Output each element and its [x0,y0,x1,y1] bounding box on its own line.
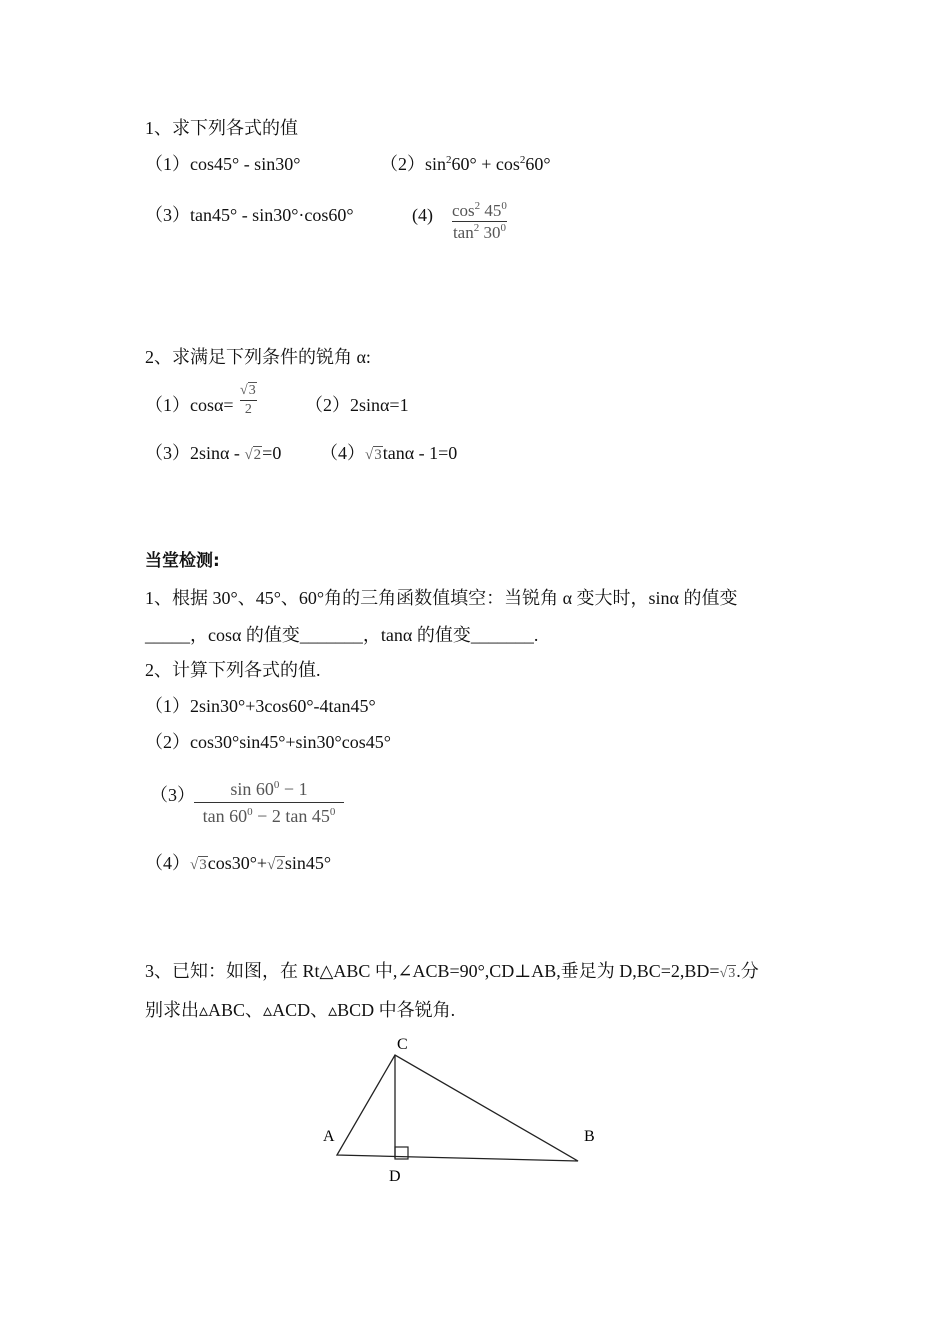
q2-p3-index: （3） [150,785,195,805]
q3-line1-post: .分 [736,961,759,981]
s1-p1-index: （1） [145,154,190,174]
s1-p3-expr: tan45° - sin30°·cos60° [190,205,354,225]
check-q3-line2: 别求出▵ABC、▵ACD、▵BCD 中各锐角. [145,1000,456,1020]
s1-p3-index: （3） [145,205,190,225]
label-c: C [397,1036,408,1053]
s1-p2-a: sin [425,154,447,174]
s2-p4-index: （4） [320,443,365,463]
q2-p1-expr: 2sin30°+3cos60°-4tan45° [190,696,376,716]
section1-title: 1、求下列各式的值 [145,118,298,138]
s2-p3-pre: 2sinα - [190,443,245,463]
label-b: B [584,1128,595,1145]
q3-line1-pre: 3、已知：如图，在 Rt△ABC 中,∠ACB=90°,CD⊥AB,垂足为 D,BC=2,BD= [145,961,720,981]
triangle-abc [337,1055,578,1161]
s2-p4-sqrt: √3 [365,447,382,463]
label-d: D [389,1168,401,1185]
check-title: 当堂检测: [145,551,220,571]
s2-p4-post: tanα - 1=0 [382,443,458,463]
q2-p1-index: （1） [145,696,190,716]
s2-p3-post: =0 [262,443,282,463]
s1-p4-index: (4) [412,205,433,225]
s2-p1-expr: cosα= [190,395,234,415]
q2-p2-expr: cos30°sin45°+sin30°cos45° [190,732,391,752]
s2-p3-sqrt: √2 [244,447,262,463]
q2-p4-index: （4） [145,853,190,873]
section2-title: 2、求满足下列条件的锐角 α: [145,347,371,367]
q2-p4-mid: cos30°+ [207,853,268,873]
s1-p4-numerator: $\cos^2 45^0$ [452,200,507,220]
s2-p3-index: （3） [145,443,190,463]
q2-p4-sqrt1: √3 [190,857,207,873]
s1-p2-c: 60° [525,154,551,174]
s1-p2-b-sup: 2 [519,154,526,166]
q2-p3-denominator: $\tan 60^0 - 2$ $\tan 45^0$ [202,806,336,826]
q2-p4-tail: sin45° [284,853,332,873]
s2-p1-denominator: 2 [244,402,252,417]
check-q2-title: 2、计算下列各式的值. [145,660,321,680]
s2-p2-index: （2） [305,395,350,415]
s1-p2-index: （2） [380,154,425,174]
check-q1-line2: _____，cosα 的值变_______，tanα 的值变_______. [145,625,539,645]
label-a: A [323,1128,335,1145]
q2-p2-index: （2） [145,732,190,752]
s1-p2-a-sup: 2 [446,154,452,166]
q3-sqrt: √3 [719,966,736,981]
s1-p1-expr: cos45° - sin30° [190,154,301,174]
s2-p2-expr: 2sinα=1 [350,395,409,415]
s2-p1-index: （1） [145,395,190,415]
q2-p3-numerator: $\sin 60^0 - 1$ [230,779,308,799]
check-q1-line1: 1、根据 30°、45°、60°角的三角函数值填空：当锐角 α 变大时，sinα 的值变 [145,588,738,608]
q2-p4-sqrt2: √2 [267,857,284,873]
s1-p4-denominator: $\tan^2 30^0$ [452,222,506,242]
s2-p1-numerator: √3 [240,383,256,398]
s1-p2-b: 60° + cos [451,154,520,174]
